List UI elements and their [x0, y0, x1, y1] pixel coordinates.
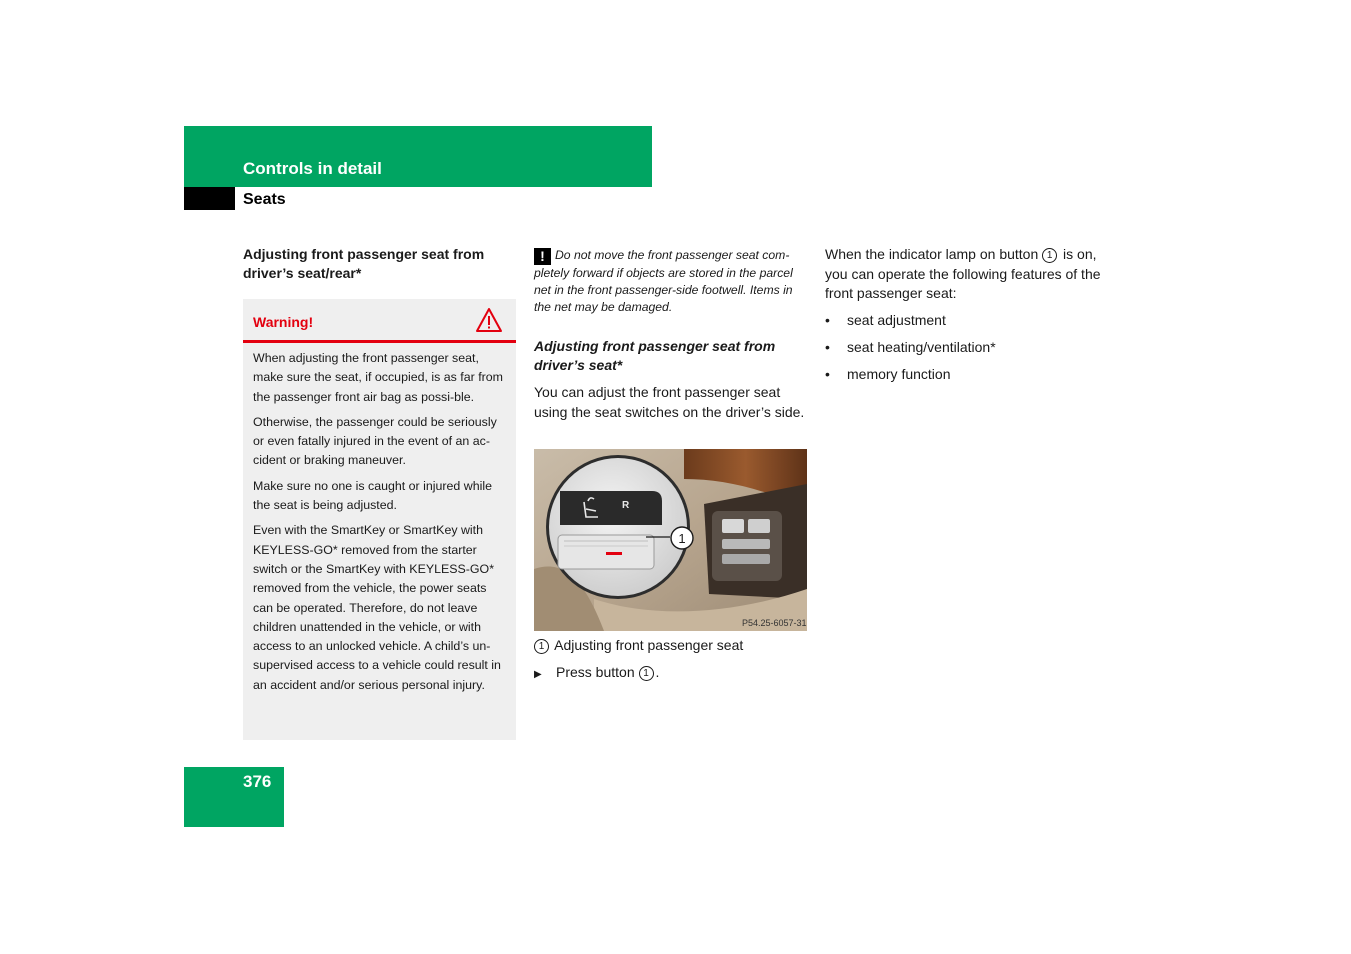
image-code: P54.25-6057-31	[742, 618, 807, 628]
instruction-suffix: .	[655, 664, 660, 680]
list-item: • seat adjustment	[825, 312, 946, 328]
instruction-step	[534, 663, 810, 684]
feature-list	[825, 311, 1105, 392]
column3-number: 1	[1042, 248, 1057, 263]
damage-notice	[534, 247, 810, 316]
list-item: • memory function	[825, 366, 951, 382]
column3-paragraph	[825, 245, 1105, 304]
column2-heading: Adjusting front passenger seat from driver’s seat*	[534, 338, 776, 373]
warning-header	[243, 299, 516, 343]
warning-body	[253, 349, 509, 701]
instruction-number: 1	[639, 666, 654, 681]
feature-label: seat heating/ventilation*	[847, 339, 996, 355]
photo-callout-1: 1	[678, 531, 686, 546]
caption-number: 1	[534, 639, 549, 654]
instruction-prefix: Press button	[556, 664, 635, 680]
warning-paragraph-4: Even with the SmartKey or SmartKey with KEYLESS-GO* removed from the starter switch or the SmartKey with KEYLESS-GO* removed from the vehicle, the power seats can be operated. Therefore, do not leave children unattended in the vehicle, or with access to an unlocked vehicle. A child’s un-supervised access to a vehicle could result in an accident and/or serious personal injury.	[253, 523, 501, 692]
section-title: Controls in detail	[243, 159, 382, 178]
list-item: • seat heating/ventilation*	[825, 339, 996, 355]
subsection-title: Seats	[243, 191, 286, 208]
header-tab-marker	[184, 187, 235, 210]
warning-label: Warning!	[253, 314, 314, 330]
warning-paragraph-1: When adjusting the front passenger seat, make sure the seat, if occupied, is as far from the passenger front air bag as possi-ble.	[253, 351, 503, 404]
column2-paragraph: You can adjust the front passenger seat using the seat switches on the driver’s side.	[534, 384, 805, 420]
feature-label: memory function	[847, 366, 951, 382]
warning-triangle-icon	[475, 307, 503, 333]
feature-label: seat adjustment	[847, 312, 946, 328]
warning-paragraph-2: Otherwise, the passenger could be seriously or even fatally injured in the event of an ac-cident or braking maneuver.	[253, 414, 497, 468]
caption-text: Adjusting front passenger seat	[554, 637, 744, 653]
column3-text-2: is on, you can operate the following features of the front passenger seat:	[825, 246, 1101, 301]
warning-box	[243, 299, 516, 740]
warning-paragraph-3: Make sure no one is caught or injured while the seat is being adjusted.	[253, 478, 492, 513]
svg-text:R: R	[622, 500, 630, 511]
column1-heading: Adjusting front passenger seat from driver’s seat/rear*	[243, 246, 485, 281]
page-number: 376	[243, 772, 272, 791]
image-caption	[534, 636, 810, 655]
exclamation-icon: !	[534, 248, 551, 265]
seat-switch-photo	[534, 449, 807, 631]
notice-text: Do not move the front passenger seat com-pletely forward if objects are stored in the parcel net in the front passenger-side footwell. Items in the net may be damaged.	[534, 248, 793, 314]
column3-text-1: When the indicator lamp on button	[825, 246, 1039, 262]
arrow-right-icon: ▶	[534, 669, 542, 680]
